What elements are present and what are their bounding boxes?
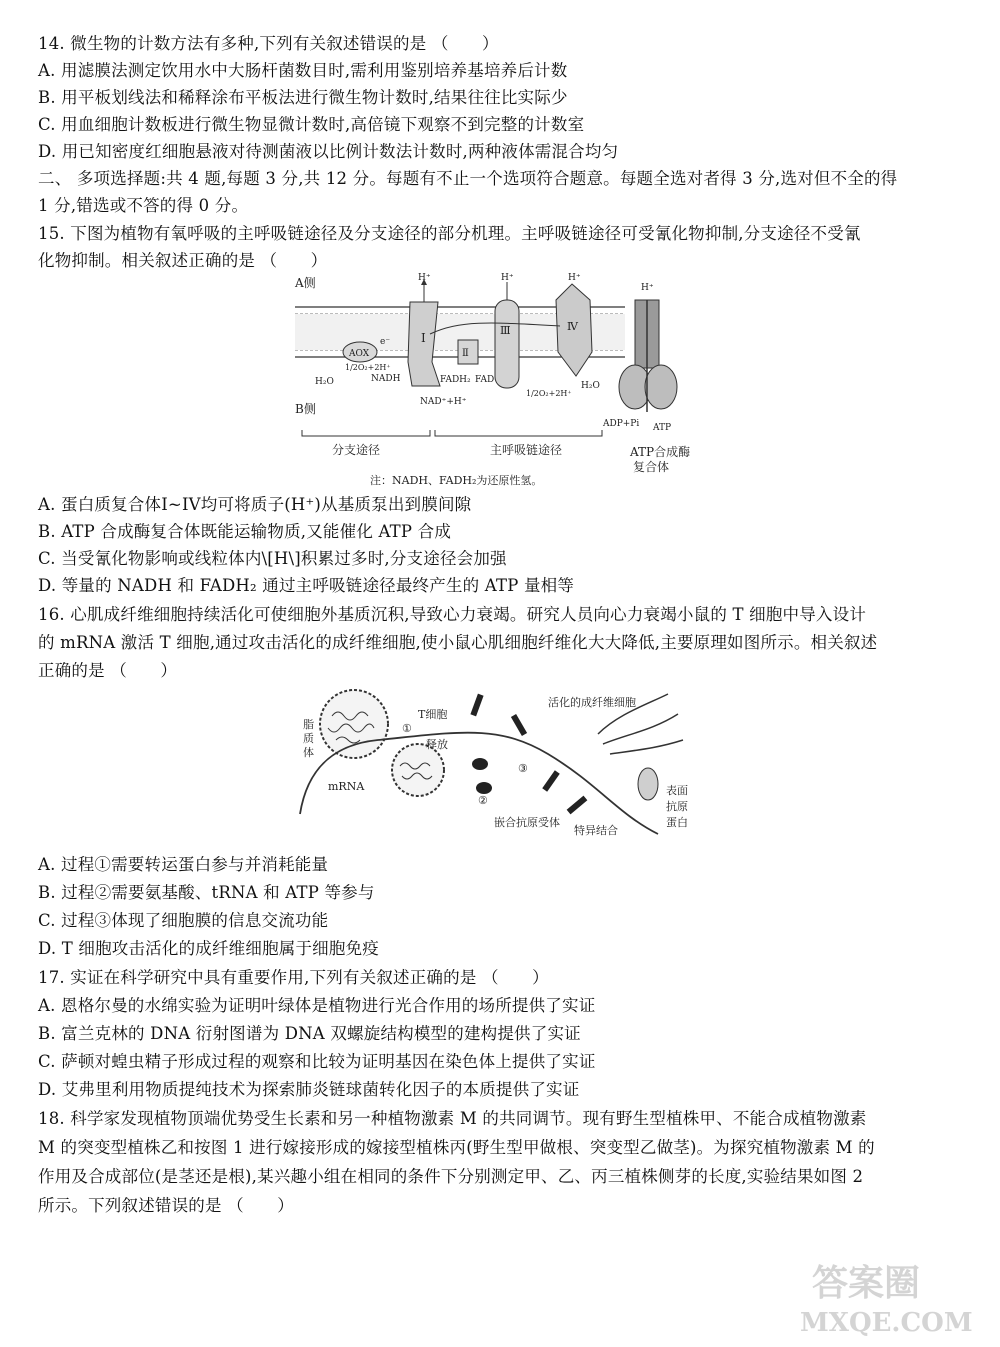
q18-stem-cont-3: 所示。下列叙述错误的是 （ ） — [38, 1196, 294, 1215]
liposome-label-1: 脂 — [303, 718, 314, 731]
water-label-1: H₂O — [315, 377, 334, 387]
q18-stem: 18. 科学家发现植物顶端优势受生长素和另一种植物激素 M 的共同调节。现有野生型植株甲、不能合成植物激素 — [38, 1109, 867, 1128]
q15-option-d: D. 等量的 NADH 和 FADH₂ 通过主呼吸链途径最终产生的 ATP 量相等 — [38, 576, 575, 595]
release-label: 释放 — [426, 738, 448, 751]
complex-iii-label: Ⅲ — [500, 324, 511, 337]
nadh-label: NADH — [371, 374, 401, 384]
atp-label: ATP — [653, 423, 672, 433]
atp-synthase-label: ATP合成酶 — [630, 445, 691, 459]
complex-i-label: Ⅰ — [421, 331, 426, 345]
oxygen-label-2: 1/2O₂+2H⁺ — [526, 389, 572, 398]
main-pathway-label: 主呼吸链途径 — [490, 443, 563, 457]
endosome — [392, 744, 444, 796]
q18-stem-cont: M 的突变型植株乙和按图 1 进行嫁接形成的嫁接型植株丙(野生型甲做根、突变型乙做茎)。为探究植物激素 M 的 — [38, 1138, 875, 1157]
q17-option-b: B. 富兰克林的 DNA 衍射图谱为 DNA 双螺旋结构模型的建构提供了实证 — [38, 1024, 581, 1043]
mrna-label: mRNA — [328, 780, 365, 793]
q16-stem-cont: 的 mRNA 激活 T 细胞,通过攻击活化的成纤维细胞,使小鼠心肌细胞纤维化大大降低,主要原理如图所示。相关叙述 — [38, 633, 878, 652]
side-a-label: A侧 — [295, 276, 316, 290]
q15-option-a: A. 蛋白质复合体I~IV均可将质子(H⁺)从基质泵出到膜间隙 — [38, 495, 472, 514]
q15-stem: 15. 下图为植物有氧呼吸的主呼吸链途径及分支途径的部分机理。主呼吸链途径可受氰化物抑制,分支途径不受氰 — [38, 224, 861, 243]
surface-antigen-label-2: 抗原 — [666, 800, 688, 813]
surface-antigen-label-3: 蛋白 — [666, 816, 688, 829]
q14-option-a: A. 用滤膜法测定饮用水中大肠杆菌数目时,需利用鉴别培养基培养后计数 — [38, 61, 568, 80]
q16-stem: 16. 心肌成纤维细胞持续活化可使细胞外基质沉积,导致心力衰竭。研究人员向心力衰竭小鼠的 T 细胞中导入设计 — [38, 605, 867, 624]
step-1: ① — [402, 722, 412, 735]
ribosome-2 — [476, 782, 492, 794]
surface-antigen-label-1: 表面 — [666, 784, 688, 797]
figure-note: 注：NADH、FADH₂为还原性氢。 — [370, 474, 543, 487]
watermark-site: MXQE.COM — [800, 1308, 973, 1338]
car-label: 嵌合抗原受体 — [494, 816, 560, 829]
q15-option-c: C. 当受氰化物影响或线粒体内\[H\]积累过多时,分支途径会加强 — [38, 549, 507, 568]
q17-option-c: C. 萨顿对蝗虫精子形成过程的观察和比较为证明基因在染色体上提供了实证 — [38, 1052, 596, 1071]
branch-bracket — [302, 430, 430, 436]
water-label-2: H₂O — [581, 381, 600, 391]
complex-iv-label: Ⅳ — [567, 320, 578, 333]
q15-option-b: B. ATP 合成酶复合体既能运输物质,又能催化 ATP 合成 — [38, 522, 452, 541]
liposome-label-3: 体 — [303, 746, 314, 759]
q14-option-b: B. 用平板划线法和稀释涂布平板法进行微生物计数时,结果往往比实际少 — [38, 88, 568, 107]
fad-label: FAD — [475, 375, 495, 385]
site-watermark — [792, 1249, 982, 1339]
hplus-label-3: H⁺ — [568, 273, 581, 283]
q17-option-d: D. 艾弗里利用物质提纯技术为探索肺炎链球菌转化因子的本质提供了实证 — [38, 1080, 580, 1099]
q17-stem: 17. 实证在科学研究中具有重要作用,下列有关叙述正确的是 （ ） — [38, 968, 549, 987]
aox-label: AOX — [349, 349, 370, 359]
hplus-label-1: H⁺ — [418, 273, 431, 283]
adp-label: ADP+Pi — [603, 419, 640, 429]
section-heading-cont: 1 分,错选或不答的得 0 分。 — [38, 196, 249, 215]
specific-binding-label: 特异结合 — [574, 824, 618, 837]
q16-option-c: C. 过程③体现了细胞膜的信息交流功能 — [38, 911, 329, 930]
q17-option-a: A. 恩格尔曼的水绵实验为证明叶绿体是植物进行光合作用的场所提供了实证 — [38, 996, 596, 1015]
q16-option-d: D. T 细胞攻击活化的成纤维细胞属于细胞免疫 — [38, 939, 379, 958]
t-cell-label: T细胞 — [418, 708, 448, 721]
oxygen-label-1: 1/2O₂+2H⁺ — [345, 363, 391, 372]
section-heading: 二、 多项选择题:共 4 题,每题 3 分,共 12 分。每题有不止一个选项符合题意。每题全选对者得 3 分,选对但不全的得 — [38, 169, 898, 188]
complex-iii — [495, 300, 519, 388]
liposome — [320, 690, 388, 758]
watermark-logo: 答案圈 — [812, 1262, 921, 1304]
q16-option-b: B. 过程②需要氨基酸、tRNA 和 ATP 等参与 — [38, 883, 375, 902]
hplus-label-2: H⁺ — [501, 273, 514, 283]
electron-label: e⁻ — [380, 337, 391, 347]
atp-synthase-head-right — [645, 365, 677, 409]
main-bracket — [435, 430, 602, 436]
respiration-chain-figure — [290, 270, 720, 492]
branch-pathway-label: 分支途径 — [332, 443, 381, 457]
fadh2-label: FADH₂ — [440, 375, 471, 385]
liposome-label-2: 质 — [303, 732, 314, 745]
q16-stem-cont-2: 正确的是 （ ） — [38, 661, 178, 680]
complex-ii-label: Ⅱ — [462, 348, 469, 359]
fibroblast-nucleus — [638, 768, 658, 800]
q14-stem: 14. 微生物的计数方法有多种,下列有关叙述错误的是 （ ） — [38, 34, 499, 53]
atp-synthase-label-2: 复合体 — [633, 460, 670, 474]
car-t-figure — [298, 684, 702, 844]
ribosome-1 — [472, 758, 488, 770]
hplus-label-4: H⁺ — [641, 283, 654, 293]
q14-option-d: D. 用已知密度红细胞悬液对待测菌液以比例计数法计数时,两种液体需混合均匀 — [38, 142, 619, 161]
activated-fibroblast-label: 活化的成纤维细胞 — [548, 696, 636, 709]
car-receptors — [470, 694, 587, 815]
q16-option-a: A. 过程①需要转运蛋白参与并消耗能量 — [38, 855, 329, 874]
q14-option-c: C. 用血细胞计数板进行微生物显微计数时,高倍镜下观察不到完整的计数室 — [38, 115, 585, 134]
nad-label: NAD⁺+H⁺ — [420, 397, 467, 407]
step-2: ② — [478, 794, 488, 807]
step-3: ③ — [518, 762, 528, 775]
q15-stem-cont: 化物抑制。相关叙述正确的是 （ ） — [38, 251, 328, 270]
q18-stem-cont-2: 作用及合成部位(是茎还是根),某兴趣小组在相同的条件下分别测定甲、乙、丙三植株侧芽的长度,实验结果如图 2 — [38, 1167, 864, 1186]
side-b-label: B侧 — [295, 402, 316, 416]
